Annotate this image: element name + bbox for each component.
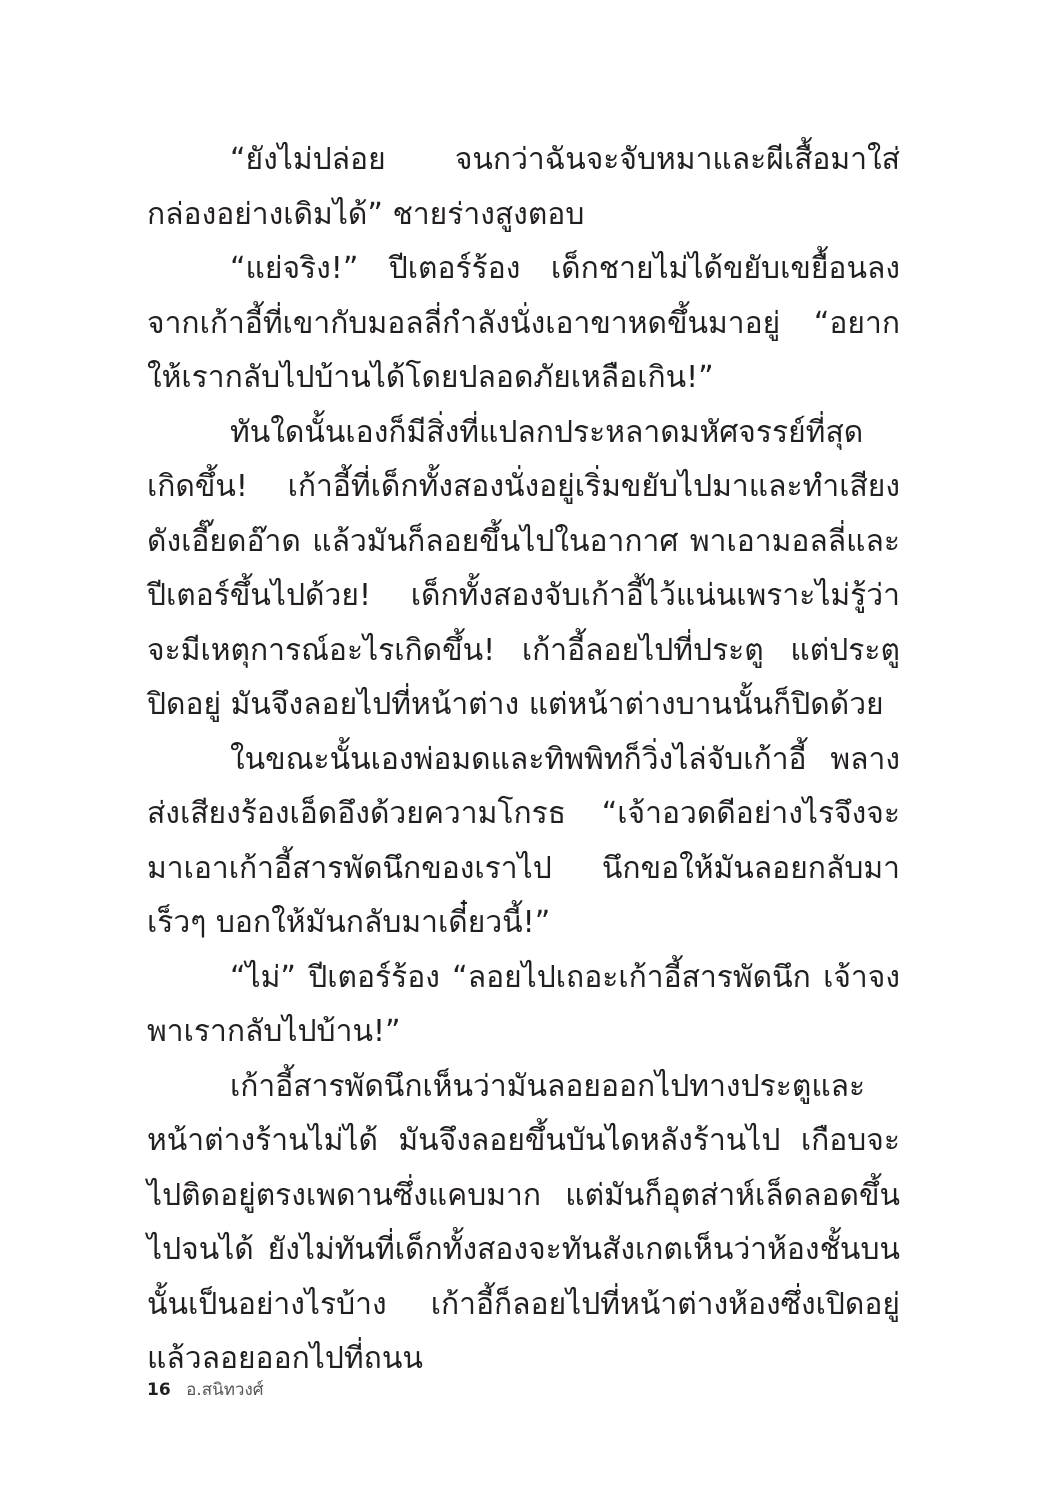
body-text	[147, 133, 900, 1387]
paragraph: ทันใดนั้นเองก็มีสิ่งที่แปลกประหลาดมหัศจรรย์ที่สุดเกิดขึ้น! เก้าอี้ที่เด็กทั้งสองนั่งอยู่เริ่มขยับไปมาและทำเสียงดังเอี๊ยดอ๊าด แล้วมันก็ลอยขึ้นไปในอากาศ พาเอามอลลี่และปีเตอร์ขึ้นไปด้วย! เด็กทั้งสองจับเก้าอี้ไว้แน่นเพราะไม่รู้ว่าจะมีเหตุการณ์อะไรเกิดขึ้น! เก้าอี้ลอยไปที่ประตู แต่ประตูปิดอยู่ มันจึงลอยไปที่หน้าต่าง แต่หน้าต่างบานนั้นก็ปิดด้วย	[147, 414, 900, 722]
paragraph: “ยังไม่ปล่อย จนกว่าฉันจะจับหมาและผีเสื้อมาใส่กล่องอย่างเดิมได้” ชายร่างสูงตอบ	[147, 142, 900, 232]
page-number: 16	[147, 1380, 171, 1400]
paragraph: ในขณะนั้นเองพ่อมดและทิพพิทก็วิ่งไล่จับเก้าอี้ พลางส่งเสียงร้องเอ็ดอึงด้วยความโกรธ “เจ้าอวดดีอย่างไรจึงจะมาเอาเก้าอี้สารพัดนึกของเราไป นึกขอให้มันลอยกลับมาเร็วๆ บอกให้มันกลับมาเดี๋ยวนี้!”	[147, 741, 900, 940]
paragraph: “ไม่” ปีเตอร์ร้อง “ลอยไปเถอะเก้าอี้สารพัดนึก เจ้าจงพาเรากลับไปบ้าน!”	[147, 959, 900, 1049]
page-footer	[147, 1378, 264, 1402]
paragraph: “แย่จริง!” ปีเตอร์ร้อง เด็กชายไม่ได้ขยับเขยื้อนลงจากเก้าอี้ที่เขากับมอลลี่กำลังนั่งเอาขาหดขึ้นมาอยู่ “อยากให้เรากลับไปบ้านได้โดยปลอดภัยเหลือเกิน!”	[147, 251, 900, 395]
running-author: อ.สนิทวงศ์	[186, 1380, 264, 1400]
paragraph: เก้าอี้สารพัดนึกเห็นว่ามันลอยออกไปทางประตูและหน้าต่างร้านไม่ได้ มันจึงลอยขึ้นบันไดหลังร้านไป เกือบจะไปติดอยู่ตรงเพดานซึ่งแคบมาก แต่มันก็อุตส่าห์เล็ดลอดขึ้นไปจนได้ ยังไม่ทันที่เด็กทั้งสองจะทันสังเกตเห็นว่าห้องชั้นบนนั้นเป็นอย่างไรบ้าง เก้าอี้ก็ลอยไปที่หน้าต่างห้องซึ่งเปิดอยู่ แล้วลอยออกไปที่ถนน	[147, 1068, 900, 1376]
